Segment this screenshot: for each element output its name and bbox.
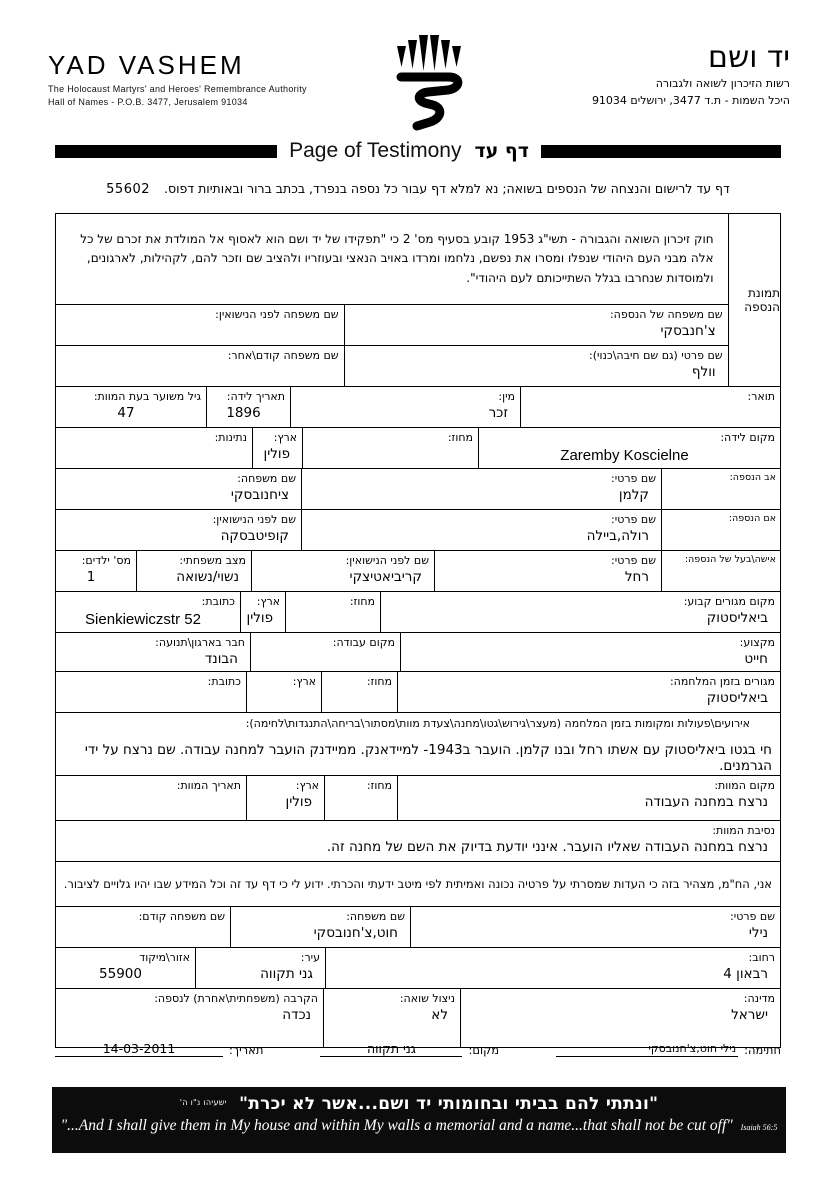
field-value: נרצח במחנה העבודה שאליו הועבר. אינני יודעת בדיוק את השם של מחנה זה. [326,838,768,855]
field-value: גני תקווה [260,965,313,982]
field-value [251,650,400,671]
field-value [56,445,252,466]
field-label: שם פרטי: [730,909,775,923]
field-workplace [250,633,400,671]
title-band [55,139,781,163]
row-death-place [56,775,780,820]
field-label: רחוב: [748,950,775,964]
top-left-region [56,214,728,386]
field-holocaust-survivor [323,989,460,1047]
group-label-spouse [661,551,780,591]
field-value: פולין [246,609,273,626]
yad-vashem-menorah-logo [392,34,466,138]
field-age-at-death [56,387,206,427]
field-permanent-residence [380,592,780,632]
title-bar-left [55,145,277,158]
field-label: מחוז: [349,595,375,608]
field-birth-place [478,428,780,468]
group-label: אם הנספה: [728,513,776,524]
row-family-name [56,304,728,345]
org-subtitle-he: רשות הזיכרון לשואה ולגבורה [655,77,790,90]
group-label-mother [661,510,780,550]
field-value [56,363,344,384]
field-value: צ'חנבסקי [660,322,716,339]
org-address-en: Hall of Names - P.O.B. 3477, Jerusalem 91034 [48,97,248,107]
row-death-circumstances [56,820,780,861]
field-father-first-name [301,469,661,509]
field-label: שם לפני הנישואין: [345,554,429,567]
org-address-he: היכל השמות - ת.ד 3477, ירושלים 91034 [591,93,790,107]
testimony-form-table [55,213,781,1048]
group-label: אישה\בעל של הנספה: [684,554,776,565]
field-street [325,948,780,988]
field-label: מקום מגורים קבוע: [683,595,775,608]
field-value: נשוי/נשואה [176,568,239,585]
row-father [56,468,780,509]
field-wartime-residence [397,672,780,712]
org-name-en: YAD VASHEM [48,50,245,80]
field-death-district [324,776,397,820]
field-country [460,989,780,1047]
row-declaration [56,861,780,906]
page-title-he: דף עד [474,140,529,162]
field-value: חוט,צ'חנובסקי [313,924,398,941]
row-spouse [56,550,780,591]
field-label: כתובת: [201,595,235,608]
date-label: תאריך: [229,1043,264,1057]
row-submitter-address [56,947,780,988]
page-title-en: Page of Testimony [289,139,462,162]
field-number-of-children [56,551,136,591]
field-label: שם משפחה: [237,472,296,485]
field-submitter-former-name [56,907,230,947]
field-label: כתובת: [207,674,241,688]
signature-section [55,1040,781,1057]
place-label: מקום: [468,1043,500,1057]
declaration-text: אני, הח"מ, מצהיר בזה כי העדות שמסרתי על פרטיה נכונה ואמיתית לפי מיטב ידעתי והכרתי. ידוע לי כי דף עד זה וכל המידע שבו יהיו גלויים לציבור. [63,876,772,891]
field-label: חבר בארגון\תנועה: [155,636,245,649]
row-wartime-residence [56,671,780,712]
field-label: מצב משפחתי: [179,554,246,567]
field-value: ביאליסטוק [706,689,768,706]
field-value: Sienkiewiczstr 52 [85,610,201,628]
field-label: מין: [498,390,515,403]
field-value: פולין [285,793,312,810]
field-label: אזור\מיקוד [139,950,190,964]
field-label: שם פרטי: [611,513,656,526]
field-spouse-maiden-name [251,551,434,591]
date-value: 14-03-2011 [102,1041,176,1056]
field-death-circumstances [56,821,780,861]
field-label: מקום לידה: [720,431,775,444]
field-birth-date [206,387,290,427]
field-victim-given-name [344,346,728,386]
field-spouse-first-name [434,551,661,591]
field-submitter-family-name [230,907,410,947]
field-label: נסיבת המוות: [712,823,775,837]
field-value [303,445,478,466]
instruction-line [55,181,781,197]
field-value: חייט [744,650,768,667]
field-submitter-first-name [410,907,780,947]
field-label: מחוז: [447,431,473,444]
row-birth-place [56,427,780,468]
field-value: קריביאטיצקי [349,568,422,585]
org-subtitle-en: The Holocaust Martyrs' and Heroes' Remembrance Authority [48,84,307,94]
field-residence-address [56,592,240,632]
field-label: ארץ: [256,595,280,608]
row-submitter-name [56,906,780,947]
field-citizenship [56,428,252,468]
field-wartime-address [56,672,246,712]
page-title [277,139,541,163]
field-mother-first-name [301,510,661,550]
header-hebrew [592,40,790,109]
field-value [322,689,397,710]
field-value [247,689,321,710]
field-label: הקרבה (משפחתית\אחרת) לנספה: [154,991,318,1005]
field-value: רולה,ביילה [586,527,649,544]
place-line [320,1040,462,1057]
field-mother-maiden-name [56,510,301,550]
field-value: רחל [624,568,649,585]
form-number: 55602 [106,182,151,197]
field-value: ציחנובסקי [230,486,289,503]
field-value [325,793,397,814]
quote-hebrew-text: "ונתתי להם בביתי ובחומותי יד ושם...אשר לא יכרת" [239,1094,659,1114]
field-value [56,793,246,814]
field-label: גיל משוער בעת המוות: [93,390,201,403]
field-value: זכר [488,404,508,421]
field-label: שם לפני הנישואין: [212,513,296,526]
field-wartime-district [321,672,397,712]
field-birth-district [302,428,478,468]
field-label: שם משפחה: [346,909,405,923]
victim-photo-placeholder [728,214,780,386]
signature-field [556,1040,781,1057]
title-bar-right [541,145,781,158]
signature-line [556,1040,738,1057]
field-label: שם משפחה קודם\אחר: [227,349,339,362]
field-wartime-events [56,713,780,775]
header-english [48,50,307,107]
signature-label: חתימה: [744,1043,781,1057]
photo-label: תמונת הנספה [744,286,780,314]
law-text-row [56,214,728,304]
field-label: מקום עבודה: [332,636,395,649]
field-value: ביאליסטוק [706,609,768,626]
place-value: גני תקווה [366,1041,416,1056]
field-residence-district [285,592,380,632]
field-former-family-name [56,346,344,386]
field-victim-family-name [344,305,728,345]
row-submitter-country [56,988,780,1047]
field-gender [290,387,520,427]
field-label: מקצוע: [739,636,775,649]
field-label: שם פרטי (גם שם חיבה\כנוי): [589,349,723,362]
field-label: תאריך המוות: [176,778,241,792]
field-label: נתינות: [214,431,247,444]
group-label: אב הנספה: [729,472,776,483]
field-zip-code [56,948,195,988]
field-label: מחוז: [366,674,392,688]
field-label: תאריך לידה: [226,390,285,403]
field-value: 47 [117,404,135,421]
field-label: תואר: [747,390,775,403]
row-title-gender-birth [56,386,780,427]
field-label: ניצול שואה: [399,991,455,1005]
field-label: מס' ילדים: [81,554,131,567]
field-label: אירועים\פעולות ומקומות בזמן המלחמה (מעצר\גירוש\גטו\מחנה\צעדת מוות\מסתור\בריחה\התנגדות\לחימה): [245,716,750,730]
quote-english-reference: Isaiah 56:5 [740,1123,778,1132]
field-value [56,322,344,343]
quote-english [52,1117,786,1135]
row-permanent-residence [56,591,780,632]
field-value: הבונד [204,650,238,667]
row-wartime-events [56,712,780,775]
row-occupation [56,632,780,671]
field-value: קופיטבסקה [220,527,289,544]
field-death-place [397,776,780,820]
instruction-text: דף עד לרישום והנצחה של הנספים בשואה; נא למלא דף עבור כל נספה בנפרד, בכתב ברור ובאותיות דפוס. [164,181,730,196]
quote-hebrew-reference: ישעיהו נ"ו ה' [179,1098,227,1107]
place-field [320,1040,499,1057]
field-value: 1 [86,568,96,585]
top-section [56,214,780,386]
field-value: נרצח במחנה העבודה [644,793,768,810]
signature-name: נילי חוט,צ'חנובסקי [648,1042,737,1055]
field-value: לא [431,1006,448,1023]
field-father-family-name [56,469,301,509]
field-marital-status [136,551,251,591]
field-death-country [246,776,324,820]
field-wartime-country [246,672,321,712]
org-name-he: יד ושם [708,40,790,75]
field-death-date [56,776,246,820]
field-label: ארץ: [292,674,316,688]
field-label: ארץ: [295,778,319,792]
field-label: שם פרטי: [611,554,656,567]
field-label: ארץ: [273,431,297,444]
field-value: רבאון 4 [723,965,768,982]
field-label: עיר: [300,950,320,964]
field-label: מדינה: [743,991,775,1005]
law-text: חוק זיכרון השואה והגבורה - תשי"ג 1953 קובע בסעיף מס' 2 כי "תפקידו של יד ושם הוא לאסוף אל המולדת את זכרם של כל אלה מבני העם היהודי שנפלו ומסרו את נפשם, נלחמו ומרדו באויב הנאצי ובעוזריו ולהציב שם וזכר להם, לקהילות, לארגונים, ולמוסדות שנחרבו בגלל השתייכותם לעם היהודי". [80,232,714,285]
field-value: Zaremby Koscielne [560,446,689,464]
row-given-name [56,345,728,386]
field-maiden-name [56,305,344,345]
field-city [195,948,325,988]
field-label: מקום המוות: [714,778,775,792]
field-label: שם משפחה קודם: [138,909,225,923]
field-label: שם פרטי: [611,472,656,485]
field-value: וולף [691,363,716,380]
field-label: מחוז: [366,778,392,792]
quote-hebrew [52,1094,786,1114]
field-value [286,609,380,630]
field-occupation [400,633,780,671]
field-value [56,689,246,710]
field-value: נילי [748,924,768,941]
field-value: 55900 [99,965,142,982]
field-relation-to-victim [56,989,323,1047]
field-title [520,387,780,427]
field-value: חי בגטו ביאליסטוק עם אשתו רחל ובנו קלמן. הועבר ב1943- למיידאנק. ממיידנק הועבר למחנה עבודה. שם נרצח על ידי הגרמנים. [84,741,772,774]
field-value [521,404,780,425]
field-organization-membership [56,633,250,671]
date-line [55,1040,223,1057]
field-label: שם משפחה לפני הנישואין: [215,308,339,321]
field-value: ישראל [731,1006,768,1023]
field-label: שם משפחה של הנספה: [609,308,723,321]
row-mother [56,509,780,550]
field-value: 1896 [226,404,261,421]
field-value: נכדה [282,1006,311,1023]
field-label: מגורים בזמן המלחמה: [669,674,775,688]
field-birth-country [252,428,302,468]
group-label-father [661,469,780,509]
field-residence-country [240,592,285,632]
date-field [55,1040,263,1057]
field-value [56,924,230,945]
field-value: קלמן [618,486,649,503]
field-value: פולין [263,445,290,462]
quote-english-text: "...And I shall give them in My house and within My walls a memorial and a name...that shall not be cut off" [60,1117,733,1134]
footer-quote-banner [52,1087,786,1153]
